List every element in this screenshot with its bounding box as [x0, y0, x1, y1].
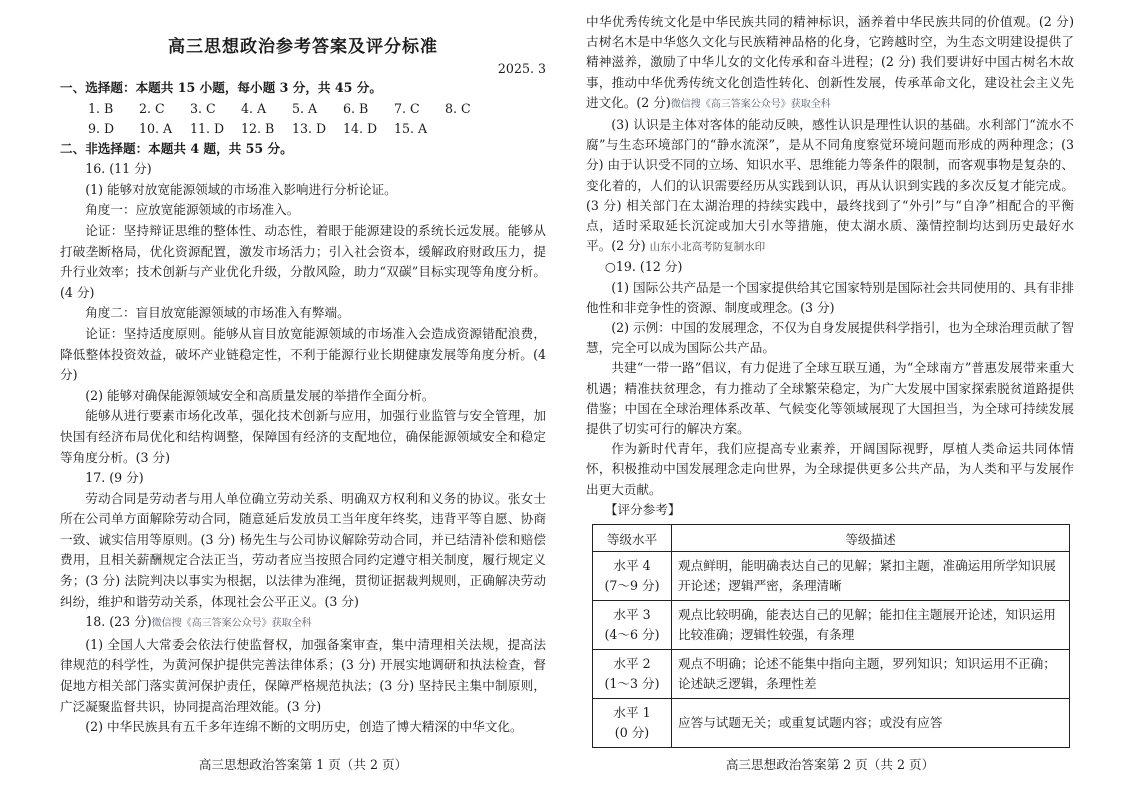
- document-date: 2025. 3: [497, 61, 546, 76]
- answer-item: 14. D: [343, 120, 378, 136]
- level-name: 水平 1: [613, 705, 651, 721]
- question-16-heading: 16. (11 分): [85, 161, 152, 177]
- q19-part1: (1) 国际公共产品是一个国家提供给其它国家特别是国际社会共同使用的、具有非排他性和非竞争性的资源、制度或理念。(3 分): [586, 279, 1074, 315]
- q16-part1: (1) 能够对放宽能源领域的市场准入影响进行分析论证。: [85, 181, 397, 197]
- q16-part2: (2) 能够对确保能源领域安全和高质量发展的举措作全面分析。: [85, 387, 435, 403]
- page-1-footer: 高三思想政治答案第 1 页（共 2 页）: [198, 757, 408, 772]
- question-17-heading: 17. (9 分): [85, 470, 144, 486]
- q17-text: 劳动合同是劳动者与用人单位确立劳动关系、明确双方权利和义务的协议。张女士所在公司单方面解除劳动合同，随意延后发放员工当年度年终奖，违背平等自愿、协商一致、诚实信用等原则。(3 分) 杨先生与公司协议解除劳动合同，并已结清补偿和赔偿费用，且相关薪酬规定合法正当，劳动者应当按照合同约定遵守相关制度，履行规定义务；(3 分) 法院判决以事实为根据，以法律为准绳，贯彻证据裁判规则，正确解决劳动纠纷，维护和谐劳动关系，体现社会公平正义。(3 分): [60, 490, 546, 609]
- table-row: [593, 601, 1070, 650]
- q16-angle1: 角度一：应放宽能源领域的市场准入。: [85, 202, 300, 218]
- question-19-heading: ○19. (12 分): [604, 259, 683, 275]
- section-1-heading: 一、选择题：本题共 15 小题，每小题 3 分，共 45 分。: [60, 80, 382, 95]
- level-description: 观点不明确；论述不能集中指向主题，罗列知识；知识运用不正确；论述缺乏逻辑，条理性差: [672, 650, 1070, 699]
- page-1: [60, 34, 546, 774]
- answer-item: 5. A: [292, 100, 318, 116]
- answer-item: 10. A: [139, 120, 173, 136]
- question-18-heading: [60, 612, 546, 635]
- q18-label: 18. (23 分): [85, 614, 152, 630]
- answer-item: 12. B: [241, 120, 275, 136]
- q16-part2-text: 能够从进行要素市场化改革，强化技术创新与应用，加强行业监管与安全管理，加快国有经济布局优化和结构调整，保障国有经济的支配地位，确保能源领域安全和稳定等角度分析。(3 分): [60, 408, 546, 465]
- table-row: [593, 552, 1070, 601]
- q19-part2-youth: 作为新时代青年，我们应提高专业素养，开阔国际视野，厚植人类命运共同体情怀，积极推动中国发展理念走向世界，为全球提供更多公共产品，为人类和平与发展作出更大贡献。: [586, 441, 1074, 497]
- answer-item: 1. B: [88, 100, 114, 116]
- q16-angle2-argument: 论证：坚持适度原则。能够从盲目放宽能源领域的市场准入会造成资源错配浪费，降低整体投资效益，破坏产业链稳定性，不利于能源行业长期健康发展等角度分析。(4 分): [60, 325, 546, 383]
- answer-item: 4. A: [241, 100, 267, 116]
- answer-item: 7. C: [394, 100, 420, 116]
- level-score: (1～3 分): [604, 676, 660, 692]
- q16-angle1-argument: 论证：坚持辩证思维的整体性、动态性，着眼于能源建设的系统长远发展。能够从打破垄断格局，优化资源配置，激发市场活力；引入社会资本，缓解政府财政压力，提升行业效率；技术创新与产业优化升级，分散风险，助力“双碳”目标实现等角度分析。(4 分): [60, 222, 546, 300]
- level-name: 水平 3: [613, 607, 651, 623]
- answer-item: 11. D: [190, 120, 225, 136]
- table-row: [593, 699, 1070, 748]
- answer-item: 15. A: [394, 120, 428, 136]
- watermark-text: 微信搜《高三答案公众号》获取全科: [670, 98, 831, 110]
- page-2: [586, 12, 1074, 774]
- q18-part2: (2) 中华民族具有五千多年连绵不断的文明历史，创造了博大精深的中华文化。: [85, 719, 523, 735]
- table-header-row: [593, 525, 1070, 552]
- watermark-text: 微信搜《高三答案公众号》获取全科: [151, 618, 312, 630]
- header-description: 等级描述: [672, 525, 1070, 552]
- level-score: (7～9 分): [604, 578, 660, 594]
- section-2-heading: 二、非选择题：本题共 4 题，共 55 分。: [60, 140, 293, 156]
- level-description: 观点比较明确，能表达自己的见解；能扣住主题展开论述，知识运用比较准确；逻辑性较强，有条理: [672, 601, 1070, 650]
- continued-text: 中华优秀传统文化是中华民族共同的精神标识，涵养着中华民族共同的价值观。(2 分) 古树名木是中华悠久文化与民族精神品格的化身，它跨越时空，为生态文明建设提供了精神滋养，激励了中华儿女的文化传承和奋斗进程；(2 分) 我们要讲好中国古树名木故事，推动中华优秀传统文化创造性转化、创新性发展，传承革命文化，建设社会主义先进文化。(2 分): [586, 14, 1074, 110]
- level-description: 应答与试题无关；或重复试题内容；或没有应答: [672, 699, 1070, 748]
- level-name: 水平 4: [613, 558, 651, 574]
- answer-item: 9. D: [88, 120, 115, 136]
- level-description: 观点鲜明，能明确表达自己的见解；紧扣主题，准确运用所学知识展开论述；逻辑严密，条理清晰: [672, 552, 1070, 601]
- document-title: 高三思想政治参考答案及评分标准: [168, 37, 438, 57]
- level-name: 水平 2: [613, 656, 651, 672]
- answer-item: 8. C: [445, 100, 471, 116]
- rubric-table: [592, 524, 1070, 748]
- q18-part2-continued: [586, 12, 1074, 115]
- answer-item: 13. D: [292, 120, 327, 136]
- multiple-choice-answers: [60, 99, 546, 139]
- table-row: [593, 650, 1070, 699]
- q18-part1: (1) 全国人大常委会依法行使监督权，加强备案审查，集中清理相关法规，提高法律规范的科学性，为黄河保护提供完善法律体系；(3 分) 开展实地调研和执法检查，督促地方相关部门落实黄河保护责任，保障严格规范执法；(3 分) 坚持民主集中制原则，广泛凝聚监督共识，协同提高治理效能。(3 分): [60, 636, 546, 714]
- q19-part2-belt-road: 共建“一带一路”倡议，有力促进了全球互联互通，为“全球南方”普惠发展带来重大机遇；精准扶贫理念，有力推动了全球繁荣稳定，为广大发展中国家探索脱贫道路提供借鉴；中国在全球治理体系改革、气候变化等领域展现了大国担当，为全球可持续发展提供了切实可行的解决方案。: [586, 360, 1074, 437]
- header-level: 等级水平: [593, 525, 672, 552]
- page-2-footer: 高三思想政治答案第 2 页（共 2 页）: [725, 757, 935, 773]
- answer-item: 3. C: [190, 100, 216, 116]
- level-score: (0 分): [614, 725, 650, 741]
- q18-part3: [586, 115, 1074, 257]
- watermark-text: 山东小北高考防复制水印: [649, 241, 766, 254]
- level-score: (4～6 分): [604, 627, 660, 643]
- answer-item: 2. C: [139, 100, 165, 116]
- q18-part3-text: (3) 认识是主体对客体的能动反映，感性认识是理性认识的基础。水利部门“流水不腐”与生态环境部门的“静水流深”，是从不同角度察觉环境问题而形成的两种理念；(3 分) 由于认识受不同的立场、知识水平、思维能力等条件的限制，而客观事物是复杂的、变化着的，人们的认识需要经历从实践到认识，再从认识到实践的多次反复才能完成。(3 分) 相关部门在太湖治理的持续实践中，最终找到了“外引”与“自净”相配合的平衡点，适时采取延长沉淀或加大引水等措施，使太湖水质、藻情控制均达到历史最好水平。(2 分): [586, 117, 1074, 254]
- q16-angle2: 角度二：盲目放宽能源领域的市场准入有弊端。: [85, 305, 350, 321]
- answer-item: 6. B: [343, 100, 369, 116]
- rubric-label: 【评分参考】: [604, 501, 681, 517]
- q19-part2: (2) 示例：中国的发展理念，不仅为自身发展提供科学指引，也为全球治理贡献了智慧，完全可以成为国际公共产品。: [586, 320, 1074, 356]
